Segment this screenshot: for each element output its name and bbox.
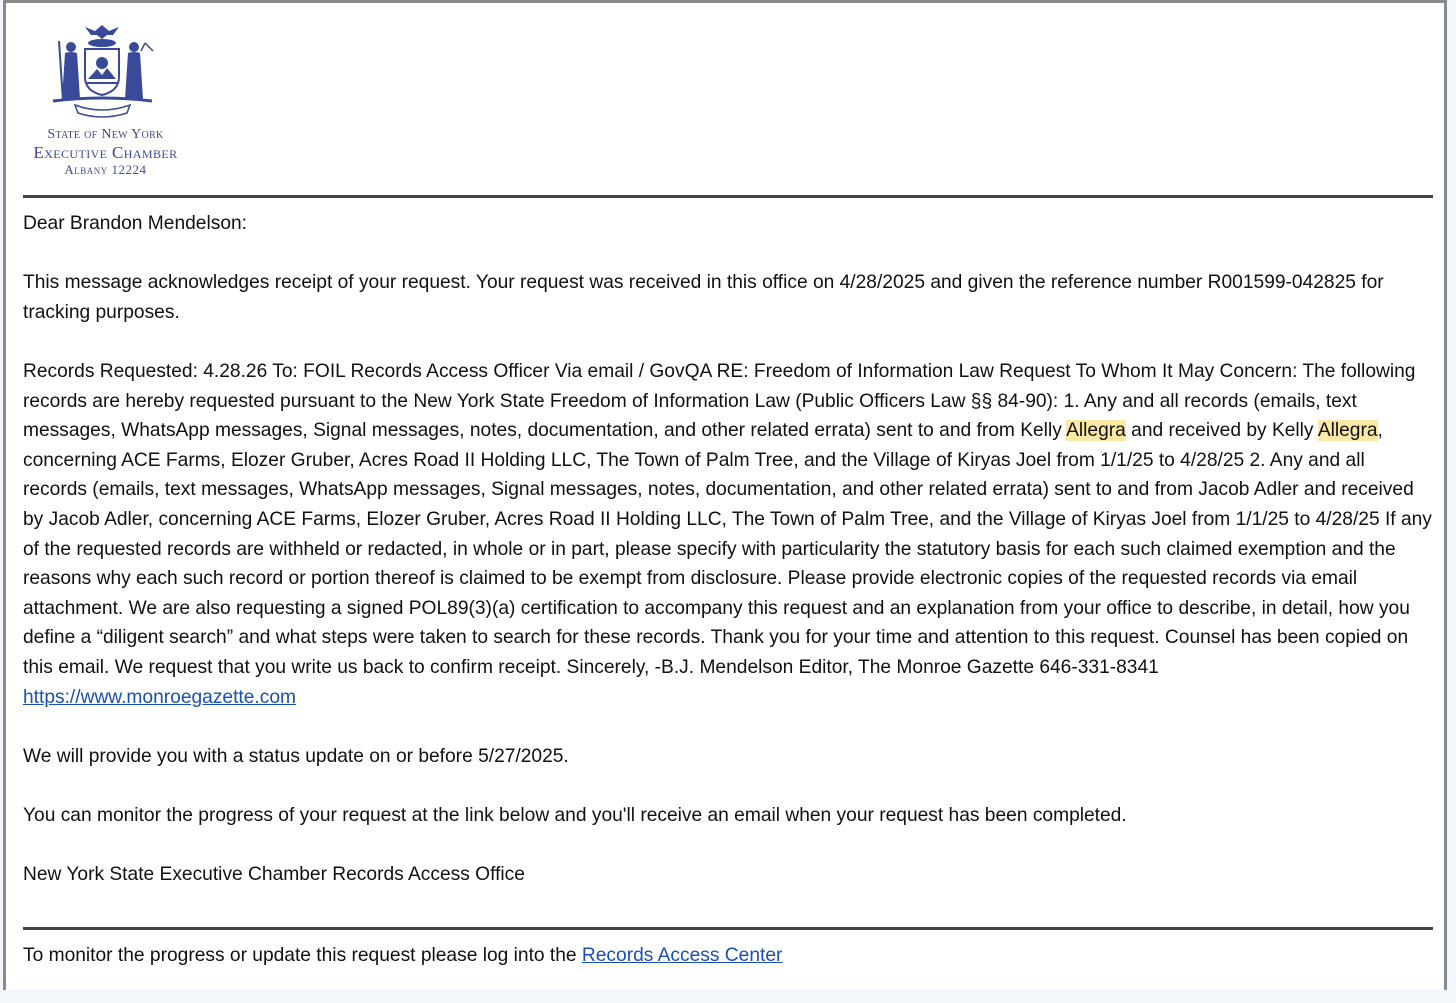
search-highlight: Allegra (1066, 420, 1126, 442)
footer-divider (23, 927, 1433, 930)
request-details-paragraph (23, 357, 1433, 712)
letterhead-state: State of New York (47, 127, 164, 142)
header-divider (23, 195, 1433, 198)
search-highlight: Allegra (1317, 420, 1378, 442)
letterhead (23, 21, 188, 181)
request-text-part2: and received by Kelly (1125, 420, 1318, 442)
letterhead-text (23, 127, 188, 178)
email-body (3, 0, 1447, 990)
monitor-paragraph: You can monitor the progress of your request at the link below and you'll receive an email when your request has been completed. (23, 804, 1127, 826)
monroe-gazette-link[interactable]: https://www.monroegazette.com (23, 686, 297, 708)
request-text-part3: , concerning ACE Farms, Elozer Gruber, Acres Road II Holding LLC, The Town of Palm Tree, and the Village of Kiryas Joel from 1/1/25 to 4/28/25 2. Any and all records (emails, text messages, WhatsApp messages, Signal messages, notes, documentation, and other related errata) sent to and from Jacob Adler and received by Jacob Adler, concerning ACE Farms, Elozer Gruber, Acres Road II Holding LLC, The Town of Palm Tree, and the Village of Kiryas Joel from 1/1/25 to 4/28/25 If any of the requested records are withheld or redacted, in whole or in part, please specify with particularity the statutory basis for each such claimed exemption and the reasons why each such record or portion thereof is claimed to be exempt from disclosure. Please provide electronic copies of the requested records via email attachment. We are also requesting a signed POL89(3)(a) certification to accompany this request and an explanation from your office to describe, in detail, how you define a “diligent search” and what steps were taken to search for these records. Thank you for your time and attention to this request. Counsel has been copied on this email. We request that you write us back to confirm receipt. Sincerely, -B.J. Mendelson Editor, The Monroe Gazette 646-331-8341 (23, 420, 1432, 678)
letterhead-address: Albany 12224 (64, 161, 147, 177)
acknowledgement-paragraph: This message acknowledges receipt of your request. Your request was received in this office on 4/28/2025 and given the reference number R001599-042825 for tracking purposes. (23, 272, 1384, 323)
request-text-part1: Records Requested: 4.28.26 To: FOIL Records Access Officer Via email / GovQA RE: Freedom of Information Law Request To Whom It May Concern: The following records are hereby requested pursuant to the New York State Freedom of Information Law (Public Officers Law §§ 84-90): 1. Any and all records (emails, text messages, WhatsApp messages, Signal messages, notes, documentation, and other related errata) sent to and from Kelly (23, 360, 1416, 442)
footer (23, 941, 1433, 971)
records-access-center-link[interactable]: Records Access Center (581, 945, 783, 966)
signature: New York State Executive Chamber Records Access Office (23, 864, 525, 886)
footer-text: To monitor the progress or update this request please log into the (23, 945, 582, 966)
greeting: Dear Brandon Mendelson: (23, 213, 247, 234)
ny-state-seal-icon (45, 21, 160, 121)
letterhead-office: Executive Chamber (33, 143, 178, 163)
letter-content (23, 209, 1433, 919)
status-update-paragraph: We will provide you with a status update on or before 5/27/2025. (23, 745, 569, 767)
